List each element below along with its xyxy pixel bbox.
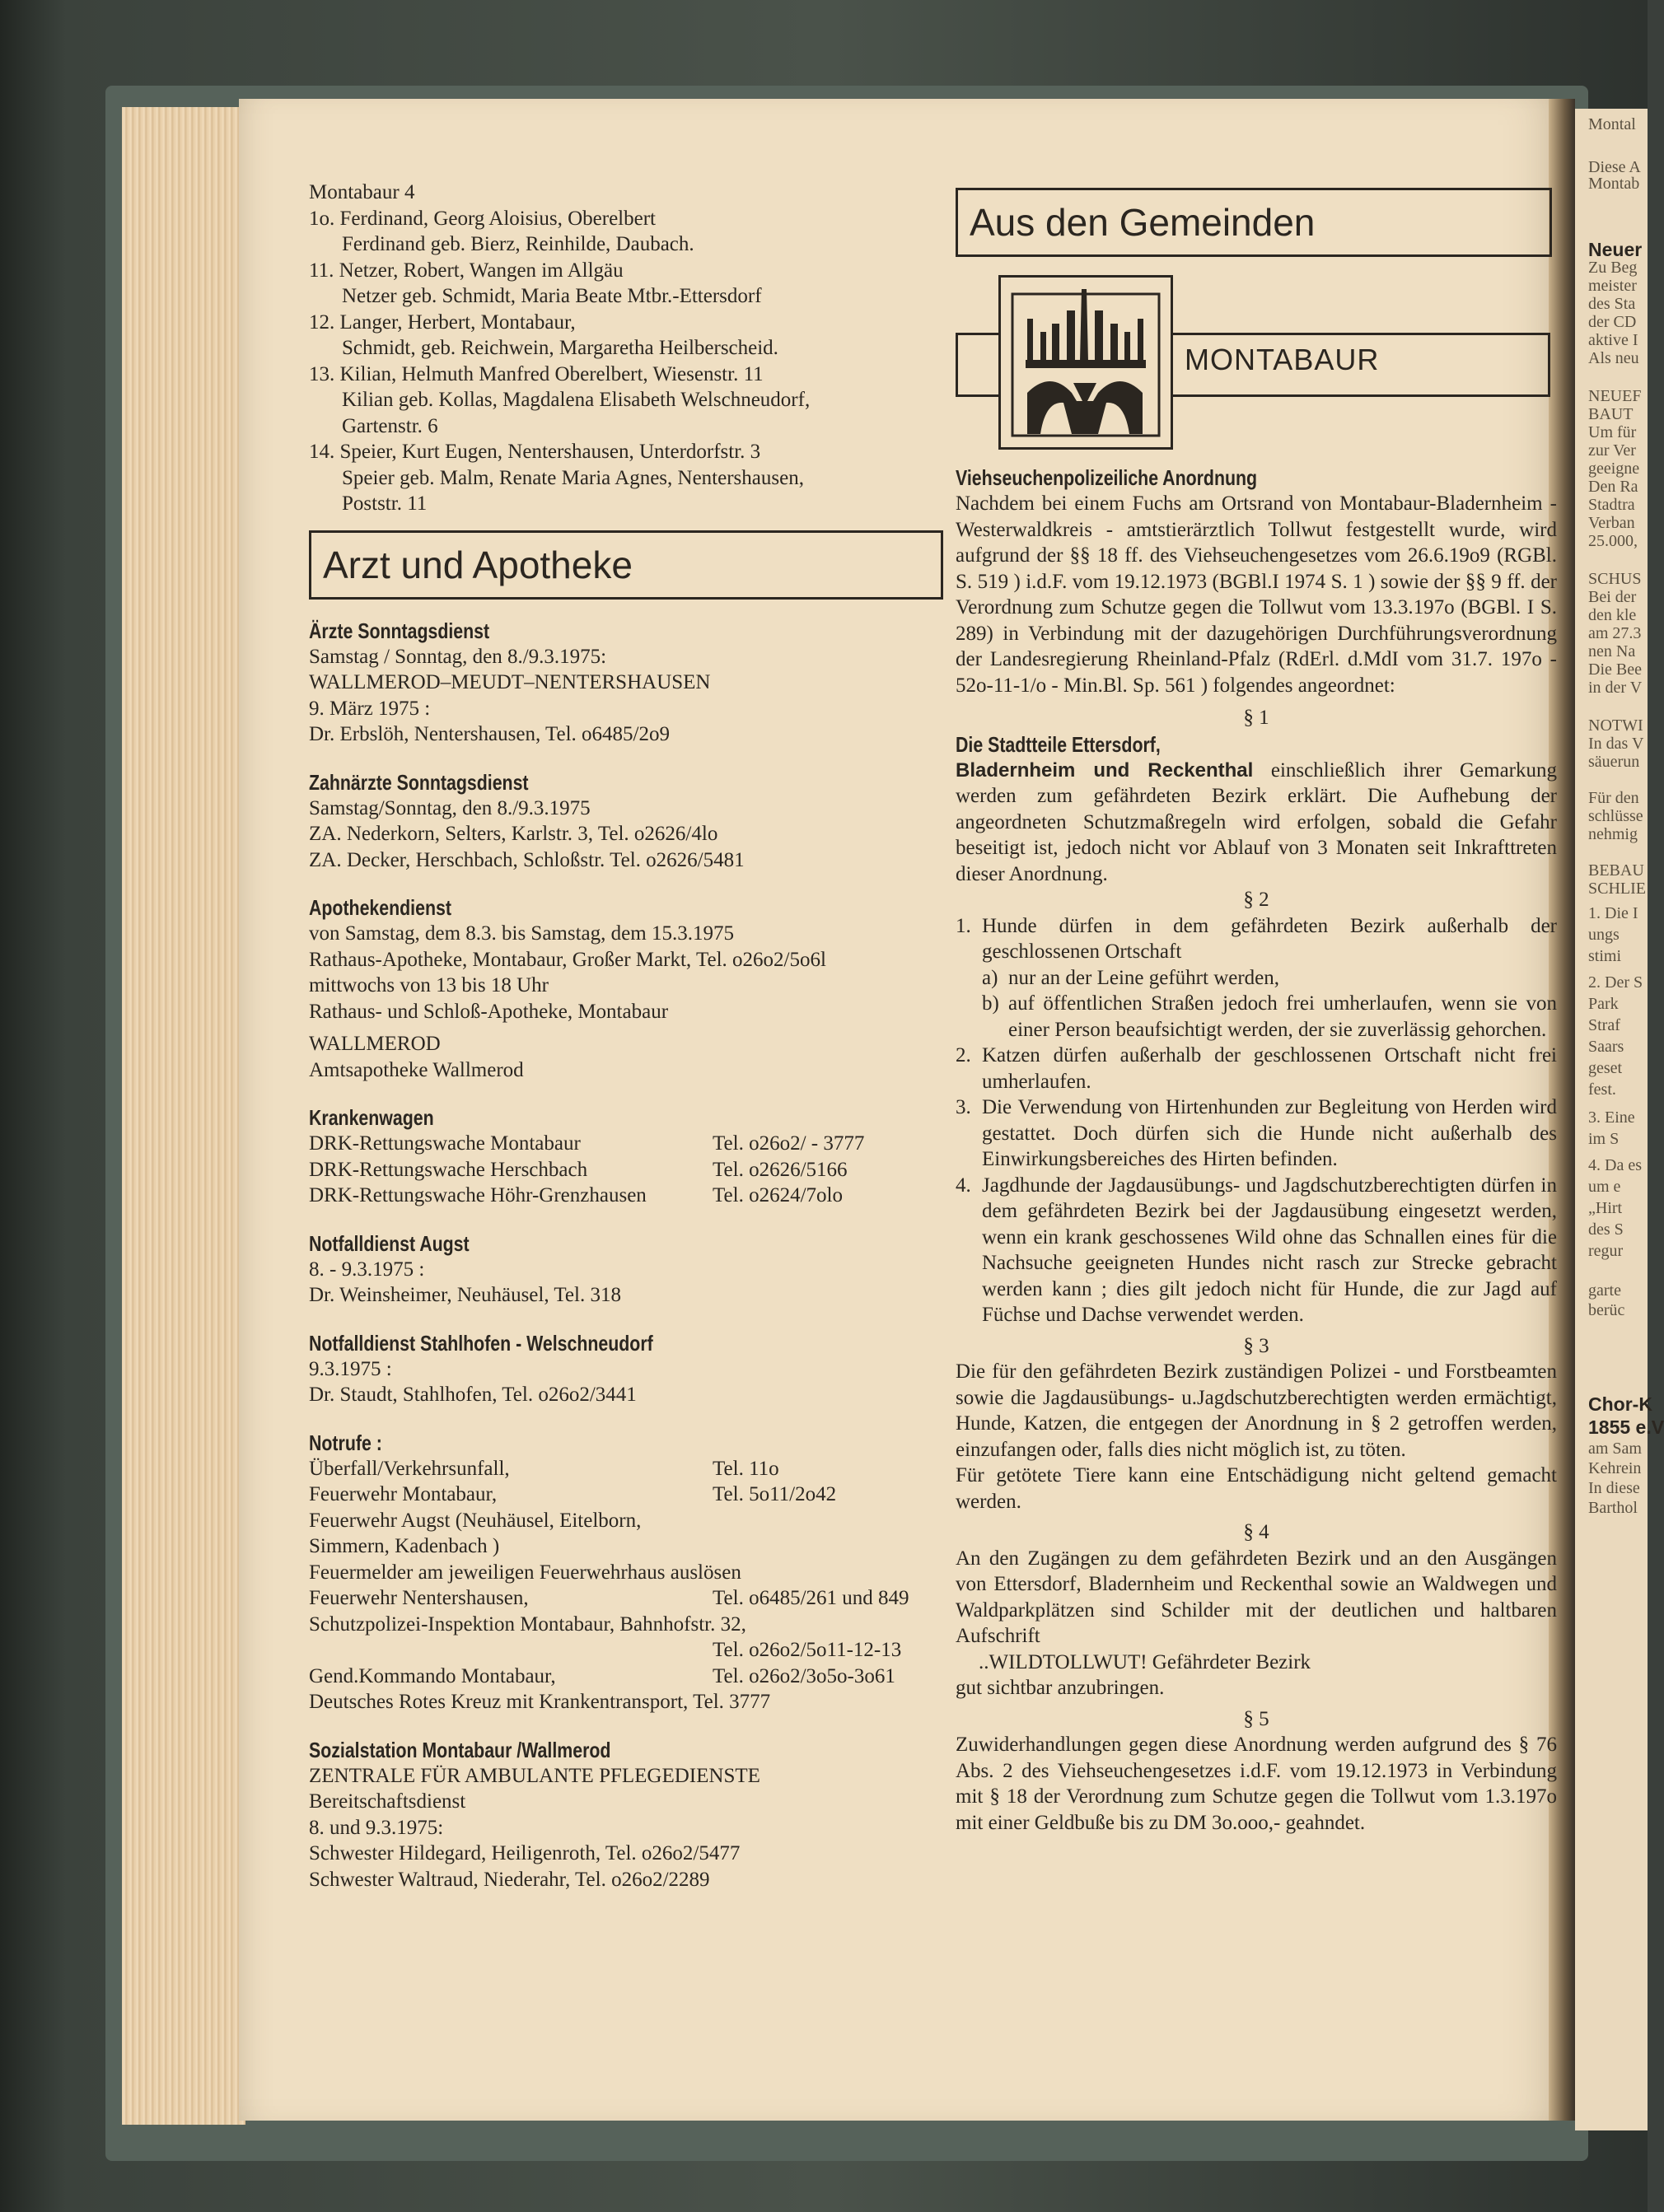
next-page-line: Montab <box>1588 175 1640 193</box>
apotheken-line: von Samstag, dem 8.3. bis Samstag, dem 15.3.1975 <box>309 922 734 945</box>
paragraph-2-item: 4. Jagdhunde der Jagdausübungs- und Jagdschutzberechtigten dürfen in dem gefährdeten Bezirk bei der Jagdausübung eingesetzt werden, wenn ein krank geschossenes Wild ohne das Schnallen eines für die Nachsuche geeigneten Hundes nicht rasch zur Strecke gebracht werden kann ; dies gilt jedoch nicht für Hunde, die zur Jagd auf Füchse und Dachse verwendet werden. <box>956 1174 1557 1326</box>
next-page-line: regur <box>1588 1242 1624 1260</box>
krankenwagen-row: DRK-Rettungswache Montabaur Tel. o26o2/ - 3777 <box>309 1132 865 1155</box>
section-title: Aus den Gemeinden <box>970 201 1316 244</box>
next-page-line: Saars <box>1588 1038 1624 1056</box>
list-item: 11. Netzer, Robert, Wangen im Allgäu <box>309 259 624 282</box>
list-item: 1o. Ferdinand, Georg Aloisius, Oberelbert <box>309 207 656 230</box>
next-page-line: 25.000, <box>1588 532 1638 550</box>
next-page-line: ungs <box>1588 926 1620 944</box>
notrufe-line: Schutzpolizei-Inspektion Montabaur, Bahnhofstr. 32, <box>309 1612 746 1636</box>
zahnaerzte-line: Samstag/Sonntag, den 8./9.3.1975 <box>309 796 591 819</box>
notfall-stahlhofen-heading: Notfalldienst Stahlhofen - Welschneudorf <box>309 1330 653 1356</box>
paragraph-2-subitem: a) nur an der Leine geführt werden, <box>982 966 1280 989</box>
anordnung-intro: Nachdem bei einem Fuchs am Ortsrand von Montabaur-Bladernheim - Westerwaldkreis - amtstierärztlich Tollwut festgestellt wurde, wird aufgrund der §§ 18 ff. des Viehseuchengesetzes vom 26.6.19o9 (RGBl. S. 519 ) i.d.F. vom 19.12.1973 (BGBl.I 1974 S. 1 ) sowie der §§ 9 ff. der Verordnung zum Schutze gegen die Tollwut vom 13.3.197o (BGBl. I S. 289) in Verbindung mit der dazugehörigen Durchführungsverordnung der Landesregierung Rheinland-Pfalz (RdErl. d.MdI vom 31.7. 197o - 52o-11-1/o - Min.Bl. Sp. 561 ) folgendes angeordnet: <box>956 492 1557 697</box>
list-item-continuation: Speier geb. Malm, Renate Maria Agnes, Nentershausen, <box>342 466 804 489</box>
next-page-line: Chor-K <box>1588 1393 1652 1415</box>
apotheken-line: WALLMEROD <box>309 1033 441 1055</box>
next-page-line: Stadtra <box>1588 496 1635 514</box>
paragraph-number: § 1 <box>1243 707 1269 729</box>
next-page-line: BEBAU <box>1588 861 1644 880</box>
next-page-fragment <box>1575 109 1664 2130</box>
list-item-continuation: Ferdinand geb. Bierz, Reinhilde, Daubach. <box>342 233 694 255</box>
paragraph-1-text: Bladernheim und Reckenthal einschließlich ihrer Gemarkung werden zum gefährdeten Bezirk erklärt. Die Aufhebung der angeordneten Schutzmaßregeln wird erfolgen, sobald die Gefahr beseitigt ist, jedoch nicht vor Ablauf von 3 Monaten seit Inkrafttreten dieser Anordnung. <box>956 758 1558 885</box>
next-page-line: Für den <box>1588 789 1639 807</box>
next-page-line: Den Ra <box>1588 478 1638 496</box>
list-item-continuation: Gartenstr. 6 <box>342 414 438 437</box>
apotheken-line: Rathaus- und Schloß-Apotheke, Montabaur <box>309 1000 669 1023</box>
sozialstation-line: 8. und 9.3.1975: <box>309 1816 444 1839</box>
next-page-line: Um für <box>1588 423 1637 441</box>
notrufe-row: Überfall/Verkehrsunfall, Tel. 11o <box>309 1457 779 1480</box>
next-page-line: NEUEF <box>1588 387 1642 405</box>
next-page-line: des Sta <box>1588 295 1636 313</box>
next-page-line: fest. <box>1588 1080 1616 1099</box>
next-page-line: Bei der <box>1588 588 1637 606</box>
notfall-augst-line: Dr. Weinsheimer, Neuhäusel, Tel. 318 <box>309 1284 621 1306</box>
paragraph-number: § 4 <box>1243 1521 1269 1543</box>
next-page-line: des S <box>1588 1220 1624 1239</box>
next-page-line: Montal <box>1588 115 1636 133</box>
notfall-stahlhofen-line: 9.3.1975 : <box>309 1357 392 1380</box>
paragraph-2-item: 3. Die Verwendung von Hirtenhunden zur Begleitung von Herden wird gestattet. Doch dürfen sich die Hunde nicht außerhalb des Einwirkungsbereiches des Hirten befinden. <box>956 1096 1557 1170</box>
next-page-line: Als neu <box>1588 349 1639 367</box>
notfall-augst-line: 8. - 9.3.1975 : <box>309 1258 425 1281</box>
paragraph-bold-line: Die Stadtteile Ettersdorf, <box>956 731 1161 757</box>
next-page-line: Barthol <box>1588 1499 1638 1517</box>
aerzte-line: WALLMEROD–MEUDT–NENTERSHAUSEN <box>309 671 711 693</box>
notfall-augst-heading: Notfalldienst Augst <box>309 1230 470 1256</box>
zahnaerzte-line: ZA. Decker, Herschbach, Schloßstr. Tel. o2626/5481 <box>309 848 745 871</box>
list-item-continuation: Schmidt, geb. Reichwein, Margaretha Heilberscheid. <box>342 337 778 359</box>
paragraph-2-list <box>956 913 1557 1328</box>
next-page-line: Kehrein <box>1588 1459 1642 1477</box>
right-column <box>956 188 1557 1836</box>
next-page-line: am 27.3 <box>1588 624 1642 642</box>
list-item: 13. Kilian, Helmuth Manfred Oberelbert, Wiesenstr. 11 <box>309 362 764 385</box>
next-page-line: 1855 e.V <box>1588 1416 1664 1438</box>
paragraph-3-text: Für getötete Tiere kann eine Entschädigung nicht geltend gemacht werden. <box>956 1464 1557 1513</box>
next-page-line: Zu Beg <box>1588 259 1638 277</box>
next-page-line: Neuer <box>1588 239 1643 260</box>
sozialstation-line: ZENTRALE FÜR AMBULANTE PFLEGEDIENSTE <box>309 1764 760 1787</box>
paragraph-2-item: 2. Katzen dürfen außerhalb der geschlossenen Ortschaft nicht frei umherlaufen. <box>956 1044 1557 1093</box>
zahnaerzte-heading: Zahnärzte Sonntagsdienst <box>309 769 529 795</box>
aerzte-heading: Ärzte Sonntagsdienst <box>309 618 490 643</box>
paragraph-number: § 3 <box>1243 1334 1269 1357</box>
aerzte-line: 9. März 1975 : <box>309 697 431 720</box>
krankenwagen-row: DRK-Rettungswache Herschbach Tel. o2626/5166 <box>309 1158 848 1181</box>
montabaur-logo-banner <box>956 275 1557 456</box>
logo-town-name: MONTABAUR <box>1185 343 1380 376</box>
next-page-line: am Sam <box>1588 1440 1642 1458</box>
next-page-line: NOTWI <box>1588 716 1643 735</box>
notrufe-line: Simmern, Kadenbach ) <box>309 1535 500 1557</box>
notrufe-line: Deutsches Rotes Kreuz mit Krankentransport, Tel. 3777 <box>309 1691 771 1713</box>
left-column <box>309 180 943 1892</box>
list-item-continuation: Netzer geb. Schmidt, Maria Beate Mtbr.-Ettersdorf <box>342 285 762 307</box>
section-box-arzt-apotheke <box>309 530 943 600</box>
next-page-line: meister <box>1588 277 1637 295</box>
krankenwagen-row: DRK-Rettungswache Höhr-Grenzhausen Tel. o2624/7olo <box>309 1184 843 1206</box>
next-page-line: Diese A <box>1588 158 1641 176</box>
anordnung-heading: Viehseuchenpolizeiliche Anordnung <box>956 465 1258 490</box>
next-page-line: In das V <box>1588 735 1644 753</box>
notrufe-heading: Notrufe : <box>309 1430 382 1455</box>
next-page-line: Straf <box>1588 1016 1620 1034</box>
next-page-line: berüc <box>1588 1301 1625 1319</box>
next-page-line: Park <box>1588 995 1619 1013</box>
notrufe-row: Feuerwehr Nentershausen, Tel. o6485/261 und 849 <box>309 1587 909 1609</box>
krankenwagen-heading: Krankenwagen <box>309 1105 434 1130</box>
notrufe-row: Feuerwehr Montabaur, Tel. 5o11/2o42 <box>309 1483 837 1505</box>
next-page-line: SCHLIE <box>1588 880 1646 898</box>
next-page-line: aktive I <box>1588 331 1638 349</box>
next-page-line: Verban <box>1588 514 1635 532</box>
next-page-line: 1. Die I <box>1588 904 1638 922</box>
next-page-line: um e <box>1588 1178 1621 1196</box>
zahnaerzte-line: ZA. Nederkorn, Selters, Karlstr. 3, Tel. o2626/4lo <box>309 823 718 845</box>
page-edges <box>122 107 245 2125</box>
notrufe-row: Gend.Kommando Montabaur, Tel. o26o2/3o5o-3o61 <box>309 1664 895 1687</box>
next-page-line: 3. Eine <box>1588 1108 1635 1127</box>
next-page-line: 4. Da es <box>1588 1156 1642 1174</box>
next-page-line: geeigne <box>1588 460 1640 478</box>
town-crest-icon <box>998 275 1173 450</box>
next-page-line: In diese <box>1588 1479 1640 1497</box>
sozialstation-line: Schwester Hildegard, Heiligenroth, Tel. o26o2/5477 <box>309 1842 741 1864</box>
next-page-line: stimi <box>1588 947 1622 965</box>
next-page-line: der CD <box>1588 313 1637 331</box>
apotheken-line: Amtsapotheke Wallmerod <box>309 1058 524 1081</box>
aerzte-line: Samstag / Sonntag, den 8./9.3.1975: <box>309 645 607 668</box>
list-item-continuation: Kilian geb. Kollas, Magdalena Elisabeth Welschneudorf, <box>342 389 811 411</box>
section-box-gemeinden <box>956 188 1552 257</box>
sozialstation-line: Bereitschaftsdienst <box>309 1790 466 1813</box>
paragraph-5-text: Zuwiderhandlungen gegen diese Anordnung werden aufgrund des § 76 Abs. 2 des Viehseuchengesetzes i.d.F. vom 19.12.1973 in Verbindung mit § 18 der Verordnung zum Schutze gegen die Tollwut vom 1.3.197o mit einer Geldbuße bis zu DM 3o.ooo,- geahndet. <box>956 1734 1557 1834</box>
next-page-line: BAUT <box>1588 405 1634 423</box>
notfall-stahlhofen-line: Dr. Staudt, Stahlhofen, Tel. o26o2/3441 <box>309 1384 637 1406</box>
next-page-line: zur Ver <box>1588 441 1636 460</box>
sign-text: ..WILDTOLLWUT! Gefährdeter Bezirk <box>979 1650 1311 1673</box>
next-page-line: nehmig <box>1588 825 1638 843</box>
notrufe-line: Feuermelder am jeweiligen Feuerwehrhaus auslösen <box>309 1561 741 1584</box>
aerzte-line: Dr. Erbslöh, Nentershausen, Tel. o6485/2o9 <box>309 723 671 745</box>
notrufe-row: Tel. o26o2/5o11-12-13 <box>713 1639 902 1661</box>
sozialstation-heading: Sozialstation Montabaur /Wallmerod <box>309 1737 611 1762</box>
apotheken-heading: Apothekendienst <box>309 895 451 920</box>
list-header: Montabaur 4 <box>309 181 415 203</box>
next-page-line: Die Bee <box>1588 660 1642 679</box>
list-item: 14. Speier, Kurt Eugen, Nentershausen, Unterdorfstr. 3 <box>309 441 761 463</box>
paragraph-3-text: Die für den gefährdeten Bezirk zuständigen Polizei - und Forstbeamten sowie die Jagdausübungs- u.Jagdschutzberechtigten werden ermächtigt, Hunde, Katzen, die entgegen der Anordnung in § 2 getroffen werden, einzufangen oder, falls dies nicht möglich ist, zu töten. <box>956 1360 1557 1461</box>
list-item-continuation: Poststr. 11 <box>342 492 428 515</box>
next-page-line: garte <box>1588 1281 1621 1300</box>
list-item: 12. Langer, Herbert, Montabaur, <box>309 310 576 334</box>
name-list <box>309 206 943 517</box>
section-title: Arzt und Apotheke <box>323 543 633 586</box>
next-page-line: den kle <box>1588 606 1637 624</box>
paragraph-4-end: gut sichtbar anzubringen. <box>956 1677 1165 1699</box>
notrufe-line: Feuerwehr Augst (Neuhäusel, Eitelborn, <box>309 1509 642 1532</box>
paragraph-number: § 5 <box>1243 1707 1269 1730</box>
sozialstation-line: Schwester Waltraud, Niederahr, Tel. o26o2/2289 <box>309 1868 710 1891</box>
next-page-line: SCHUS <box>1588 570 1642 588</box>
next-page-line: 2. Der S <box>1588 973 1643 992</box>
next-page-line: nen Na <box>1588 642 1636 660</box>
paragraph-2-item: 1. Hunde dürfen in dem gefährdeten Bezirk außerhalb der geschlossenen Ortschaft a) nur an der Leine geführt werden, b) auf öffentlichen Straßen jedoch frei umherlaufen, wenn sie von einer Person beaufsichtigt werden, der sie zuverlässig gehorchen. <box>956 913 1557 1043</box>
next-page-line: im S <box>1588 1130 1620 1148</box>
next-page-line: säuerun <box>1588 753 1640 771</box>
next-page-line: geset <box>1588 1059 1623 1077</box>
paragraph-2-subitem: b) auf öffentlichen Straßen jedoch frei umherlaufen, wenn sie von einer Person beaufsichtigt werden, der sie zuverlässig gehorchen. <box>982 992 1557 1041</box>
apotheken-line: mittwochs von 13 bis 18 Uhr <box>309 974 549 996</box>
apotheken-line: Rathaus-Apotheke, Montabaur, Großer Markt, Tel. o26o2/5o6l <box>309 948 826 971</box>
paragraph-number: § 2 <box>1243 889 1269 911</box>
paragraph-4-text: An den Zugängen zu dem gefährdeten Bezirk und an den Ausgängen von Ettersdorf, Bladernheim und Reckenthal sowie an Waldwegen und Waldparkplätzen sind Schilder mit der deutlichen und haltbaren Aufschrift <box>956 1547 1557 1647</box>
next-page-line: schlüsse <box>1588 807 1643 825</box>
next-page-line: „Hirt <box>1588 1199 1623 1217</box>
next-page-line: in der V <box>1588 679 1643 697</box>
